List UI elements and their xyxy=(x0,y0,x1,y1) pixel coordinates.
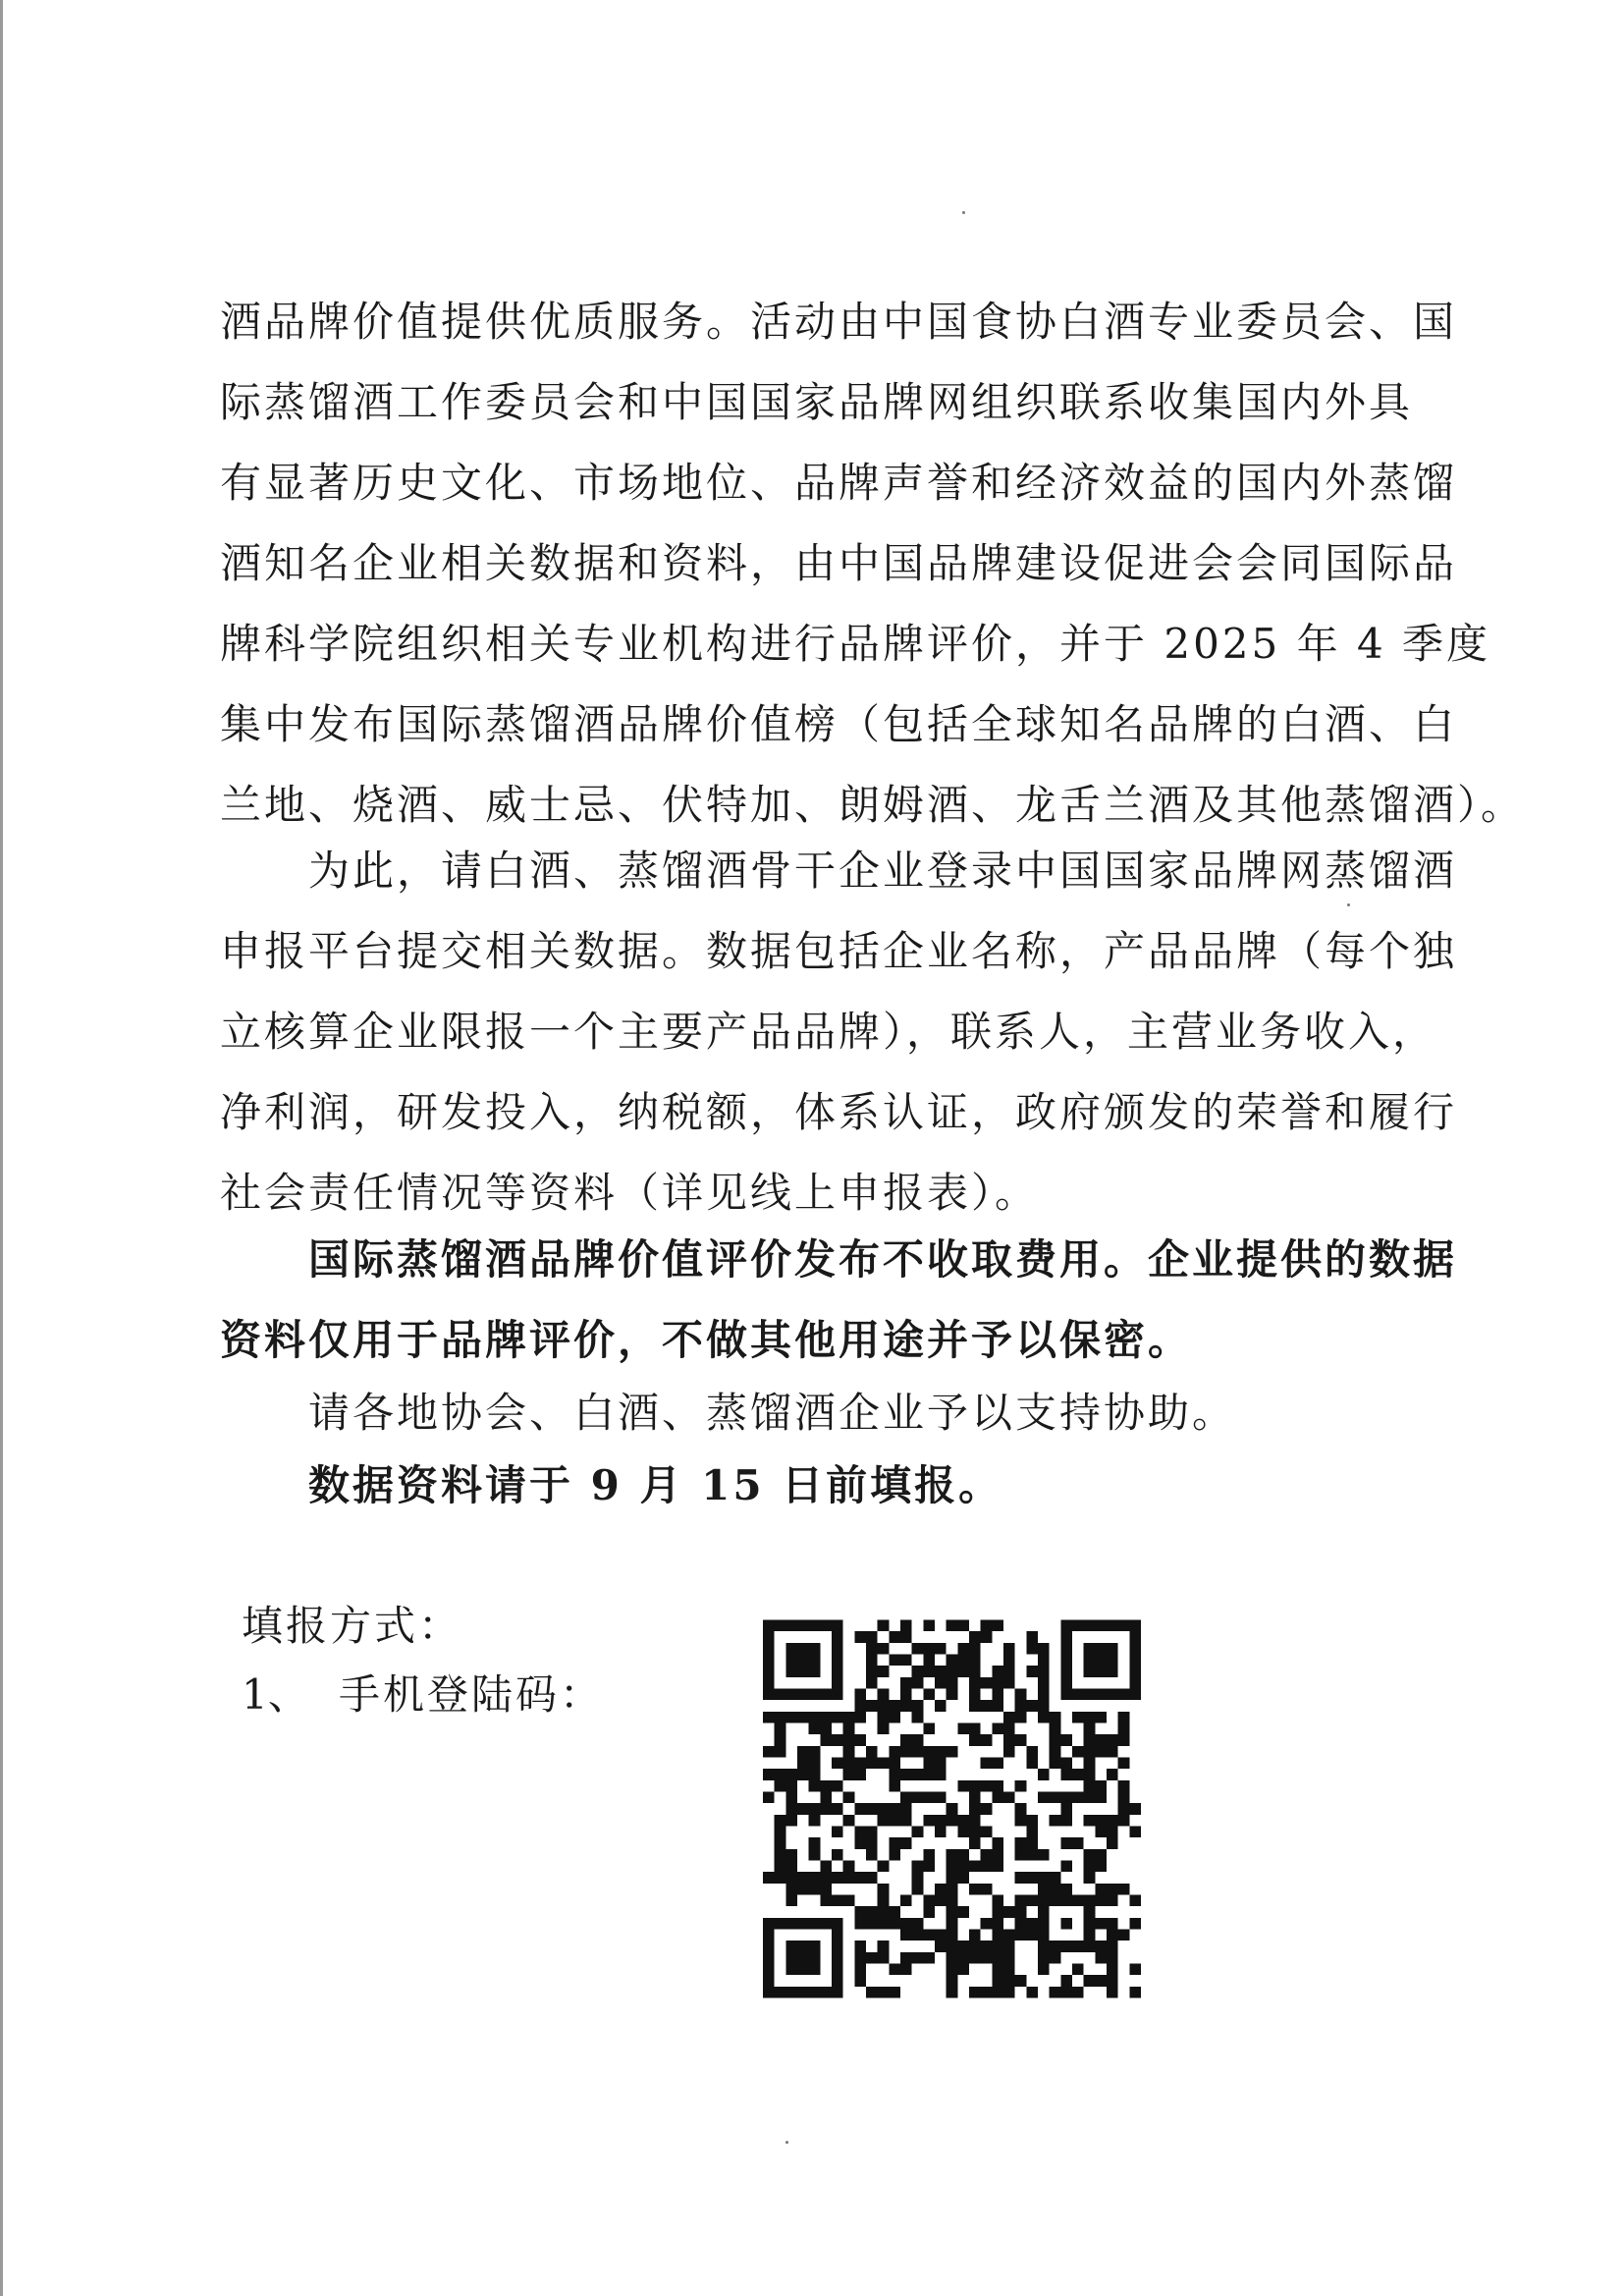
paragraph-line: 立核算企业限报一个主要产品品牌），联系人，主营业务收入， xyxy=(220,1008,1437,1056)
paragraph-line: 申报平台提交相关数据。数据包括企业名称，产品品牌（每个独 xyxy=(220,927,1458,975)
scan-speck xyxy=(1347,903,1350,906)
filing-method-heading: 填报方式： xyxy=(242,1602,463,1650)
fee-notice-line: 国际蒸馏酒品牌价值评价发布不收取费用。企业提供的数据 xyxy=(220,1235,1458,1284)
scan-speck xyxy=(785,2141,788,2144)
paragraph-line: 有显著历史文化、市场地位、品牌声誉和经济效益的国内外蒸馏 xyxy=(220,459,1458,507)
scan-speck xyxy=(962,211,965,214)
support-request-line: 请各地协会、白酒、蒸馏酒企业予以支持协助。 xyxy=(220,1389,1237,1437)
filing-item-number: 1、 xyxy=(242,1670,309,1719)
paragraph-line: 酒知名企业相关数据和资料，由中国品牌建设促进会会同国际品 xyxy=(220,539,1458,587)
fee-notice-line: 资料仅用于品牌评价，不做其他用途并予以保密。 xyxy=(220,1316,1193,1364)
paragraph-line: 集中发布国际蒸馏酒品牌价值榜（包括全球知名品牌的白酒、白 xyxy=(220,700,1458,748)
page-edge xyxy=(0,0,3,2296)
paragraph-line: 为此，请白酒、蒸馏酒骨干企业登录中国国家品牌网蒸馏酒 xyxy=(220,847,1458,895)
paragraph-line: 社会责任情况等资料（详见线上申报表）。 xyxy=(220,1169,1040,1217)
paragraph-line: 际蒸馏酒工作委员会和中国国家品牌网组织联系收集国内外具 xyxy=(220,378,1414,426)
paragraph-line: 净利润，研发投入，纳税额，体系认证，政府颁发的荣誉和履行 xyxy=(220,1088,1458,1136)
paragraph-line: 兰地、烧酒、威士忌、伏特加、朗姆酒、龙舌兰酒及其他蒸馏酒）。 xyxy=(220,781,1526,829)
paragraph-line: 牌科学院组织相关专业机构进行品牌评价，并于 2025 年 4 季度 xyxy=(220,620,1491,668)
paragraph-line: 酒品牌价值提供优质服务。活动由中国食协白酒专业委员会、国 xyxy=(220,298,1458,346)
mobile-login-label: 手机登陆码： xyxy=(339,1670,605,1719)
deadline-line: 数据资料请于 9 月 15 日前填报。 xyxy=(220,1461,1003,1509)
qr-code[interactable] xyxy=(763,1617,1141,2000)
